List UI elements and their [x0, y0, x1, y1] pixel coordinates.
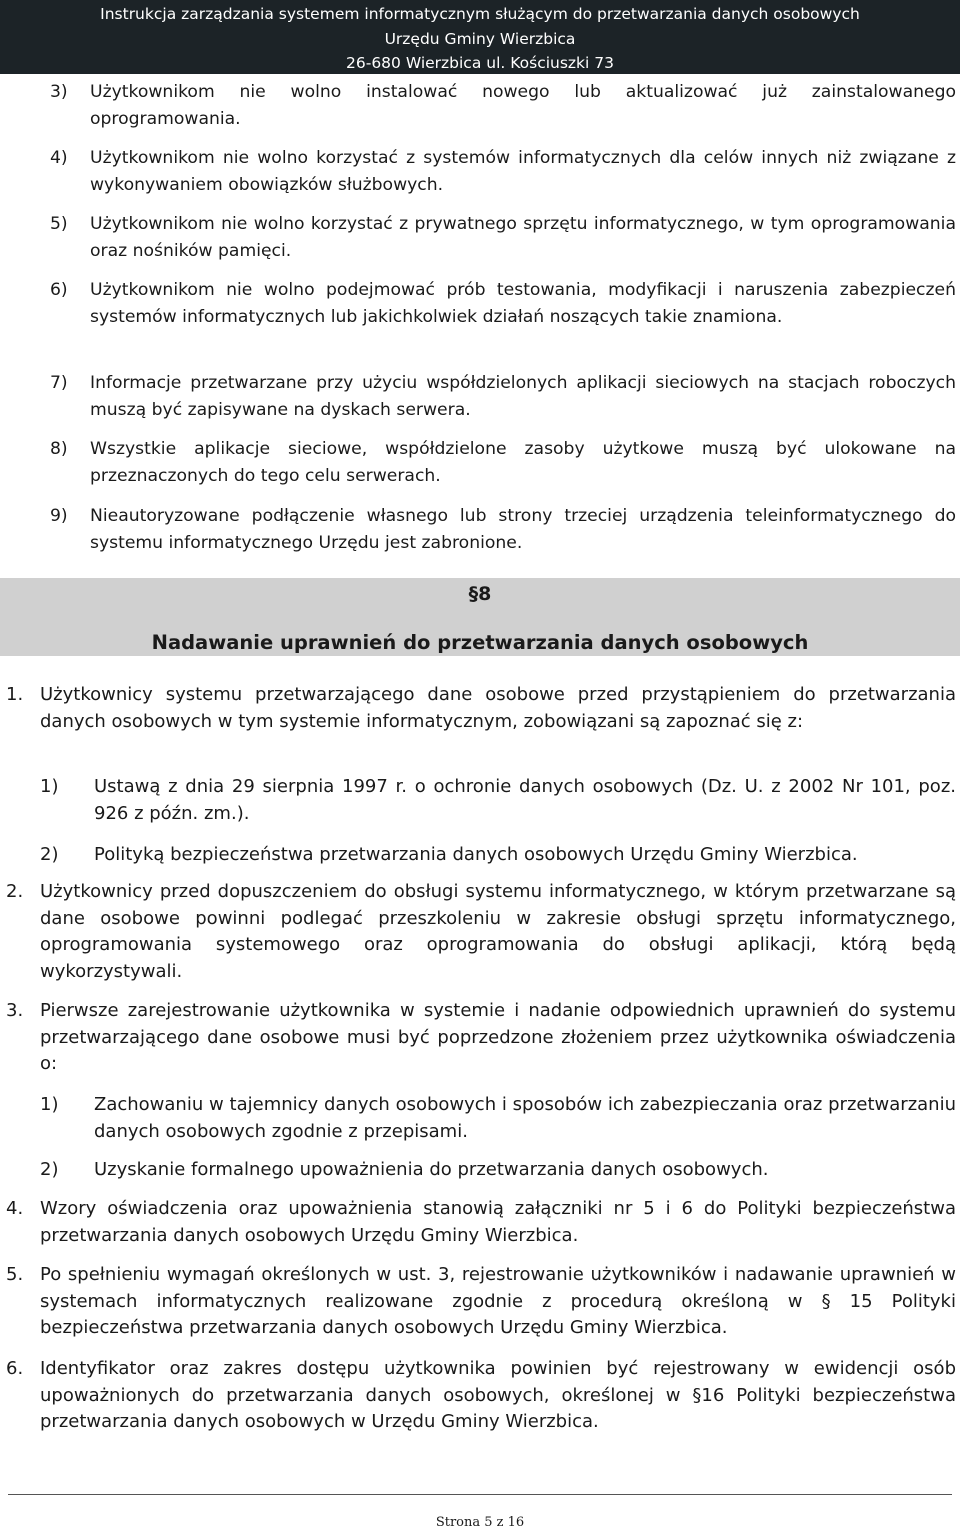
list-item-text: Użytkownikom nie wolno instalować nowego lub aktualizować już zainstalowanego oprogramowania. — [90, 82, 956, 129]
list-item — [50, 370, 956, 423]
list-item-number: 5) — [50, 214, 68, 234]
paragraph-number: 5. — [6, 1264, 24, 1285]
list-item — [50, 277, 956, 330]
list-item-text: Użytkownikom nie wolno podejmować prób testowania, modyfikacji i naruszenia zabezpieczeń systemów informatycznych lub jakichkolwiek działań noszących takie znamiona. — [90, 280, 956, 327]
paragraph — [6, 1196, 956, 1249]
paragraph-number: 3. — [6, 1000, 24, 1021]
list-item-text: Wszystkie aplikacje sieciowe, współdzielone zasoby użytkowe muszą być ulokowane na przeznaczonych do tego celu serwerach. — [90, 439, 956, 486]
list-item — [50, 436, 956, 489]
list-item-number: 8) — [50, 439, 68, 459]
paragraph-text: Użytkownicy przed dopuszczeniem do obsługi systemu informatycznego, w którym przetwarzane są dane osobowe powinni podlegać przeszkoleniu w zakresie obsługi sprzętu informatycznego, oprogramowania systemowego oraz oprogramowania do obsługi aplikacji, którą będą wykorzystywali. — [40, 881, 956, 982]
list-item — [50, 503, 956, 556]
sub-item — [40, 774, 956, 827]
footer-divider — [8, 1494, 952, 1495]
paragraph — [6, 998, 956, 1078]
list-item — [50, 79, 956, 132]
sub-item — [40, 1157, 956, 1184]
paragraph — [6, 879, 956, 985]
list-item-number: 4) — [50, 148, 68, 168]
list-item — [50, 211, 956, 264]
sub-item-text: Ustawą z dnia 29 sierpnia 1997 r. o ochronie danych osobowych (Dz. U. z 2002 Nr 101, poz. 926 z późn. zm.). — [94, 776, 956, 824]
header-office: Urzędu Gminy Wierzbica — [384, 30, 576, 48]
sub-item — [40, 842, 956, 869]
paragraph-text: Po spełnieniu wymagań określonych w ust. 3, rejestrowanie użytkowników i nadawanie uprawnień w systemach informatycznych realizowane zgodnie z procedurą określoną w § 15 Polityki bezpieczeństwa przetwarzania danych osobowych Urzędu Gminy Wierzbica. — [40, 1264, 956, 1338]
header-address: 26-680 Wierzbica ul. Kościuszki 73 — [346, 54, 614, 72]
sub-item-number: 1) — [40, 776, 59, 797]
sub-item-number: 1) — [40, 1094, 59, 1115]
paragraph — [6, 1262, 956, 1342]
sub-item-text: Uzyskanie formalnego upoważnienia do przetwarzania danych osobowych. — [94, 1159, 769, 1180]
document-header — [0, 0, 960, 74]
sub-item-number: 2) — [40, 1159, 59, 1180]
sub-item-number: 2) — [40, 844, 59, 865]
list-item-number: 9) — [50, 506, 68, 526]
sub-item-text: Polityką bezpieczeństwa przetwarzania danych osobowych Urzędu Gminy Wierzbica. — [94, 844, 858, 865]
paragraph-number: 6. — [6, 1358, 24, 1379]
sub-item — [40, 1092, 956, 1145]
header-title: Instrukcja zarządzania systemem informatycznym służącym do przetwarzania danych osobowych — [100, 5, 860, 23]
section-title: Nadawanie uprawnień do przetwarzania danych osobowych — [151, 631, 809, 654]
page-number: Strona 5 z 16 — [435, 1515, 525, 1530]
list-item-text: Nieautoryzowane podłączenie własnego lub strony trzeciej urządzenia teleinformatycznego do systemu informatycznego Urzędu jest zabronione. — [90, 506, 956, 553]
paragraph — [6, 1356, 956, 1436]
paragraph — [6, 682, 956, 735]
list-item-text: Informacje przetwarzane przy użyciu współdzielonych aplikacji sieciowych na stacjach roboczych muszą być zapisywane na dyskach serwera. — [90, 373, 956, 420]
section-number: §8 — [468, 583, 492, 605]
list-item-number: 7) — [50, 373, 68, 393]
list-item-number: 6) — [50, 280, 68, 300]
list-item-number: 3) — [50, 82, 68, 102]
list-item-text: Użytkownikom nie wolno korzystać z prywatnego sprzętu informatycznego, w tym oprogramowania oraz nośników pamięci. — [90, 214, 956, 261]
sub-item-text: Zachowaniu w tajemnicy danych osobowych i sposobów ich zabezpieczania oraz przetwarzaniu danych osobowych zgodnie z przepisami. — [94, 1094, 956, 1142]
paragraph-text: Użytkownicy systemu przetwarzającego dane osobowe przed przystąpieniem do przetwarzania danych osobowych w tym systemie informatycznym, zobowiązani są zapoznać się z: — [40, 684, 956, 732]
list-item — [50, 145, 956, 198]
paragraph-number: 4. — [6, 1198, 24, 1219]
list-item-text: Użytkownikom nie wolno korzystać z systemów informatycznych dla celów innych niż związane z wykonywaniem obowiązków służbowych. — [90, 148, 956, 195]
paragraph-number: 1. — [6, 684, 24, 705]
paragraph-number: 2. — [6, 881, 24, 902]
paragraph-text: Identyfikator oraz zakres dostępu użytkownika powinien być rejestrowany w ewidencji osób upoważnionych do przetwarzania danych osobowych, określonej w §16 Polityki bezpieczeństwa przetwarzania danych osobowych w Urzędu Gminy Wierzbica. — [40, 1358, 956, 1432]
paragraph-text: Wzory oświadczenia oraz upoważnienia stanowią załączniki nr 5 i 6 do Polityki bezpieczeństwa przetwarzania danych osobowych Urzędu Gminy Wierzbica. — [40, 1198, 956, 1246]
paragraph-text: Pierwsze zarejestrowanie użytkownika w systemie i nadanie odpowiednich uprawnień do systemu przetwarzającego dane osobowe musi być poprzedzone złożeniem przez użytkownika oświadczenia o: — [40, 1000, 956, 1074]
